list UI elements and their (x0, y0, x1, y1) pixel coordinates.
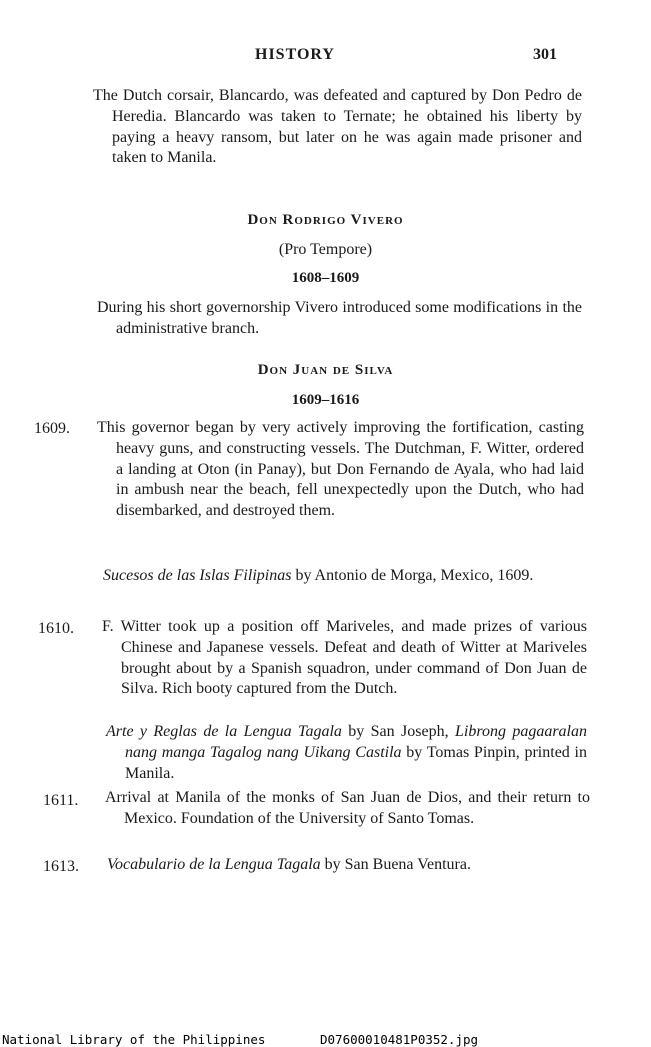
ref-rest-librong: by Tomas Pinpin, printed in Manila. (125, 743, 587, 782)
entry-ref-1610 (106, 722, 587, 784)
blancardo-paragraph: The Dutch corsair, Blancardo, was defeated and captured by Don Pedro de Heredia. Blancardo was taken to Ternate; he obtained his liberty by paying a heavy ransom, but later on he was again made prisoner and taken to Manila. (93, 87, 582, 167)
vivero-heading: Don Rodrigo Vivero (247, 212, 404, 228)
ref-rest-vocabulario: by San Buena Ventura. (320, 856, 471, 873)
ref-title-vocabulario: Vocabulario de la Lengua Tagala (107, 856, 321, 873)
page-number: 301 (533, 46, 557, 63)
entry-text-1611: Arrival at Manila of the monks of San Juan de Dios, and their return to Mexico. Foundation of the University of Santo Tomas. (105, 789, 590, 827)
silva-years: 1609–1616 (291, 392, 360, 408)
ref-title-librong: Librong pagaaralan nang manga Tagalog nang Uikang Castila (125, 723, 587, 761)
ref-rest-sucesos: by Antonio de Morga, Mexico, 1609. (291, 567, 534, 584)
entry-ref-1609 (103, 566, 584, 587)
entry-ref-1613 (107, 855, 594, 876)
vivero-paragraph: During his short governorship Vivero introduced some modifications in the administrative branch. (97, 299, 582, 337)
entry-year-1611: 1611. (43, 792, 79, 809)
running-head-title: HISTORY (255, 46, 335, 63)
entry-text-1609: This governor began by very actively improving the fortification, casting heavy guns, and constructing vessels. The Dutchman, F. Witter, ordered a landing at Oton (in Panay), but Don Fernando de Ayala, who had laid in ambush near the beach, fell unexpectedly upon the Dutch, who had disembarked, and destroyed them. (97, 419, 584, 520)
ref-mid-arte: by San Joseph, (341, 723, 455, 740)
vivero-subheading: (Pro Tempore) (278, 241, 373, 258)
entry-year-1613: 1613. (43, 858, 79, 875)
ref-title-sucesos: Sucesos de las Islas Filipinas (103, 567, 292, 584)
footer-filename: D07600010481P0352.jpg (320, 1032, 479, 1047)
entry-year-1610: 1610. (38, 620, 74, 637)
vivero-years: 1608–1609 (291, 270, 360, 286)
ref-title-arte: Arte y Reglas de la Lengua Tagala (106, 723, 342, 740)
entry-text-1610: F. Witter took up a position off Mariveles, and made prizes of various Chinese and Japanese vessels. Defeat and death of Witter at Mariveles brought about by a Spanish squadron, under command of Don Juan de Silva. Rich booty captured from the Dutch. (102, 618, 587, 698)
footer-library: National Library of the Philippines (2, 1032, 266, 1047)
running-head (0, 46, 651, 68)
scan-footer (0, 1032, 651, 1046)
entry-year-1609: 1609. (34, 420, 70, 437)
silva-heading: Don Juan de Silva (257, 362, 394, 378)
